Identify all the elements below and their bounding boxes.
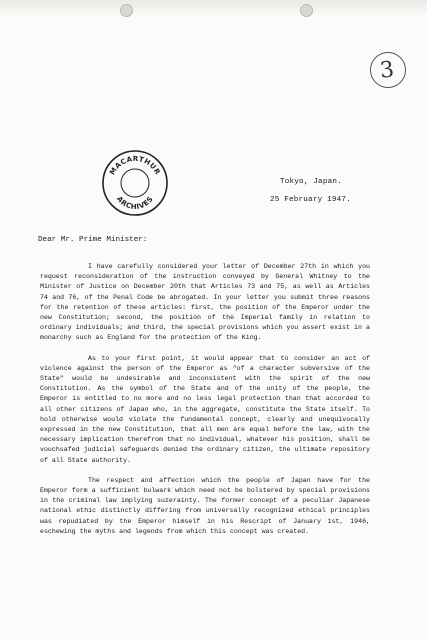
page-number: 3 [378, 57, 396, 84]
letter-body [40, 262, 370, 547]
salutation: Dear Mr. Prime Minister: [38, 236, 148, 244]
paragraph-3: The respect and affection which the people of Japan have for the Emperor form a sufficient bulwark which need not be bolstered by special provisions in the criminal law implying suzerainty. The former concept of a peculiar Japanese national ethic distinctly differing from universally recognized ethical principles was repudiated by the Emperor himself in his Rescript of January 1st, 1946, eschewing the myths and legends from which this concept was created. [40, 476, 370, 535]
stamp-line-1: MACARTHUR [108, 154, 162, 177]
punch-hole-left [120, 4, 133, 17]
paragraph-2: As to your first point, it would appear that to consider an act of violence against the person of the Emperor as "of a character subversive of the State" would be undesirable and inconsistent with the spirit of the new Constitution. As the symbol of the State and of the unity of the people, the Emperor is entitled to no more and no less legal protection than that accorded to all other citizens of Japan who, in the aggregate, constitute the State itself. To hold otherwise would violate the fundamental concept, clearly and unequivocally expressed in the new Constitution, that all men are equal before the law, with the necessary implication therefrom that no individual, whatever his position, shall be vouchsafed judicial safeguards denied the ordinary citizen, the ultimate repository of all State authority. [40, 354, 370, 464]
letter-place: Tokyo, Japan. [280, 178, 342, 186]
page-top-edge [0, 0, 427, 16]
punch-hole-right [300, 4, 313, 17]
stamp-line-2: ARCHIVES [115, 194, 155, 212]
archives-stamp [100, 148, 170, 218]
letter-date: 25 February 1947. [270, 196, 351, 204]
svg-text:MACARTHUR [108, 155, 162, 176]
paragraph-1: I have carefully considered your letter of December 27th in which you request reconsideration of the instruction conveyed by General Whitney to the Minister of Justice on December 20th that Articles 73 and 75, as well as Articles 74 and 76, of the Penal Code be abrogated. In your letter you submit three reasons for the retention of these articles: first, the position of the Emperor under the new Constitution; second, the position of the Imperial family in relation to ordinary individuals; and third, the special provisions which you assert exist in a monarchy such as England for the protection of the King. [40, 263, 370, 342]
